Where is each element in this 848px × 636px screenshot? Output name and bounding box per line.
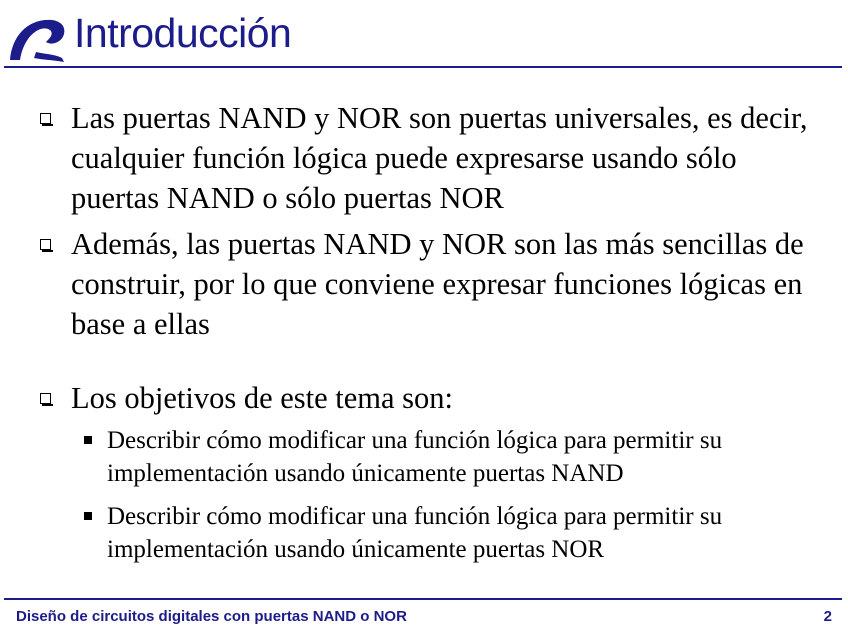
university-logo-icon xyxy=(6,12,68,64)
sub-bullet-text: Describir cómo modificar una función lógica para permitir su implementación usando únicamente puertas NAND xyxy=(107,427,723,487)
square-bullet-icon xyxy=(84,436,92,444)
sub-bullet-item xyxy=(84,500,824,566)
checkbox-bullet-icon xyxy=(40,113,51,124)
title-divider xyxy=(4,66,842,68)
bullet-item xyxy=(40,378,820,418)
sub-bullet-text: Describir cómo modificar una función lógica para permitir su implementación usando únicamente puertas NOR xyxy=(107,503,723,563)
slide-header xyxy=(0,0,848,70)
bullet-item xyxy=(40,224,820,344)
checkbox-bullet-icon xyxy=(40,239,51,250)
checkbox-bullet-icon xyxy=(40,393,51,404)
page-number: 2 xyxy=(823,608,832,625)
bullet-text: Las puertas NAND y NOR son puertas universales, es decir, cualquier función lógica puede expresarse usando sólo puertas NAND o sólo puertas NOR xyxy=(71,101,808,215)
bullet-item xyxy=(40,98,820,218)
bullet-text: Además, las puertas NAND y NOR son las más sencillas de construir, por lo que conviene expresar funciones lógicas en base a ellas xyxy=(71,227,804,341)
slide-title: Introducción xyxy=(74,10,292,56)
bullet-text: Los objetivos de este tema son: xyxy=(71,381,454,415)
footer-course-title: Diseño de circuitos digitales con puertas NAND o NOR xyxy=(16,608,407,625)
square-bullet-icon xyxy=(84,512,92,520)
footer-divider xyxy=(4,598,842,600)
sub-bullet-item xyxy=(84,424,824,490)
